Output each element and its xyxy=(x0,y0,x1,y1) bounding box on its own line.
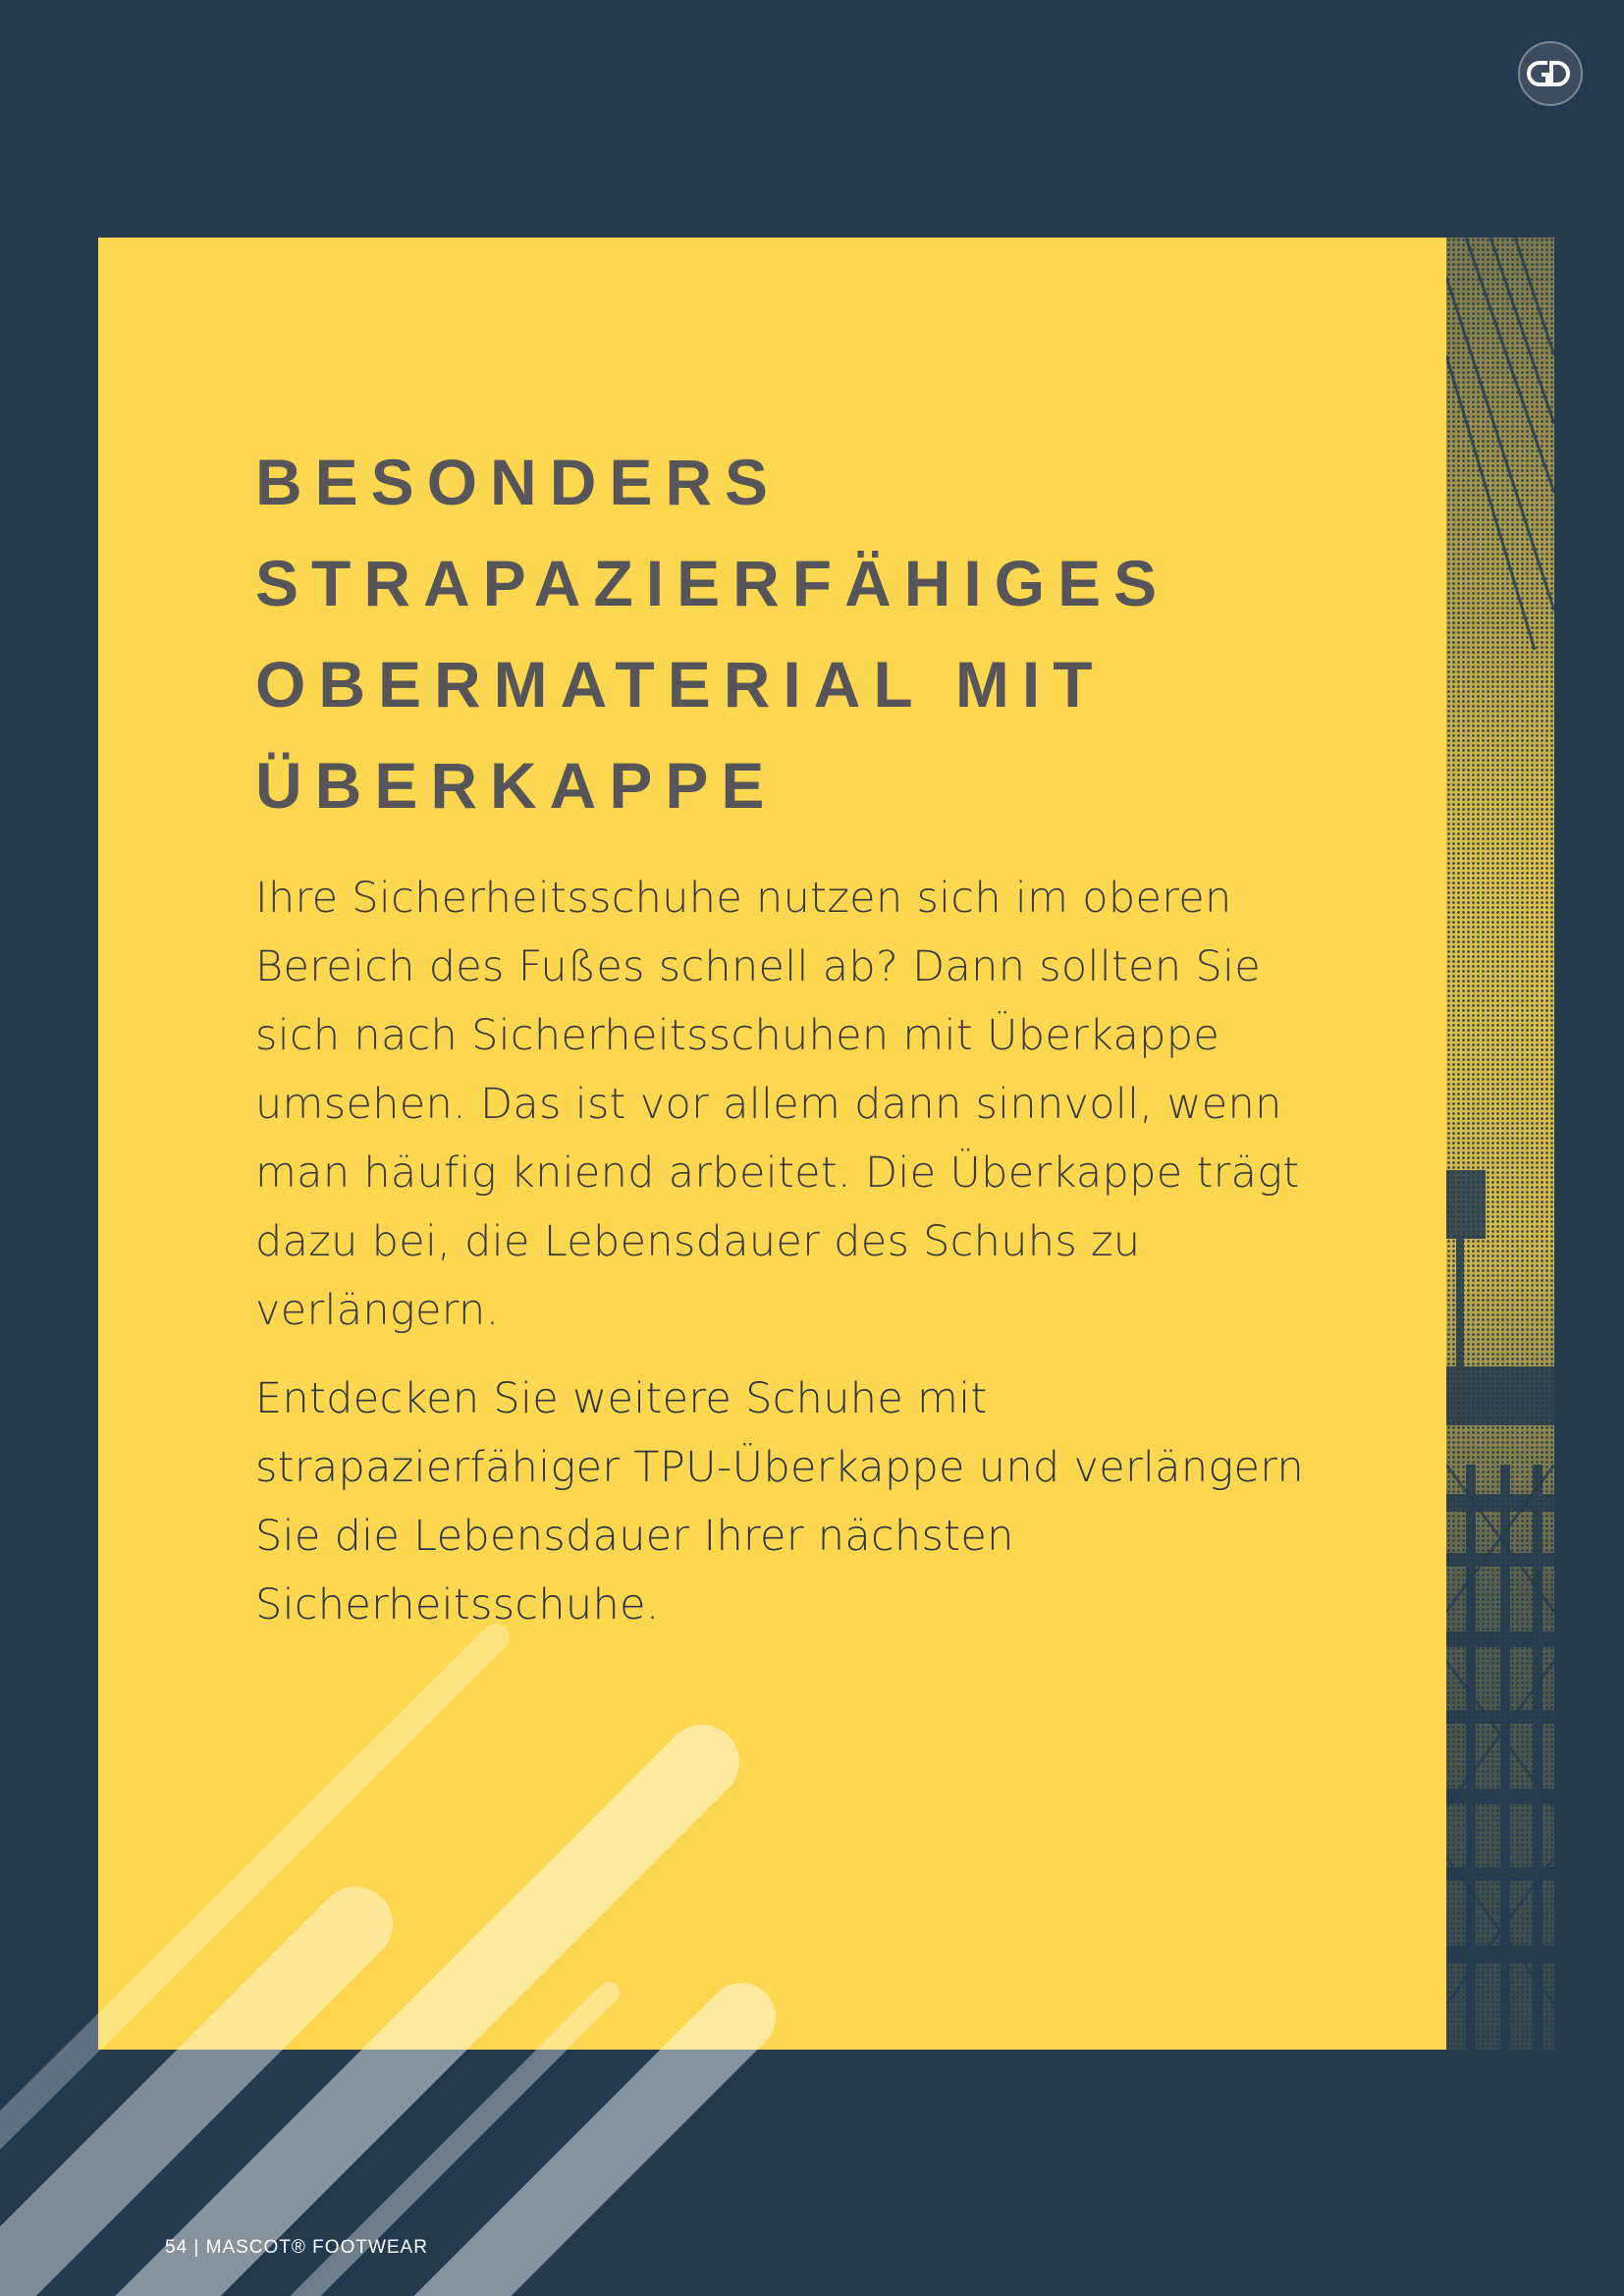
heading-line: BESONDERS xyxy=(255,446,782,518)
content-block xyxy=(255,432,1335,1639)
construction-photo-strip xyxy=(1446,238,1554,2050)
heading-line: STRAPAZIERFÄHIGES xyxy=(255,547,1170,619)
gd-logo-badge xyxy=(1518,41,1583,106)
discover-paragraph: Entdecken Sie weitere Schuhe mit strapazierfähiger TPU-Überkappe und verlängern Sie die Lebensdauer Ihrer nächsten Sicherheitsschuhe. xyxy=(255,1374,1305,1629)
crane-halftone-graphic xyxy=(1446,238,1554,2050)
heading-line: ÜBERKAPPE xyxy=(255,749,778,822)
gd-logo-icon xyxy=(1520,43,1581,104)
page-footer: 54 | MASCOT® FOOTWEAR xyxy=(165,2237,428,2258)
intro-paragraph: Ihre Sicherheitsschuhe nutzen sich im oberen Bereich des Fußes schnell ab? Dann sollten Sie sich nach Sicherheitsschuhen mit Überkappe umsehen. Das ist vor allem dann sinnvoll, wenn man häufig kniend arbeitet. Die Überkappe trägt dazu bei, die Lebensdauer des Schuhs zu verlängern. xyxy=(255,874,1300,1335)
heading-line: OBERMATERIAL MIT xyxy=(255,648,1106,721)
page-heading xyxy=(255,432,1335,836)
stripe-wide-right xyxy=(383,2017,741,2296)
